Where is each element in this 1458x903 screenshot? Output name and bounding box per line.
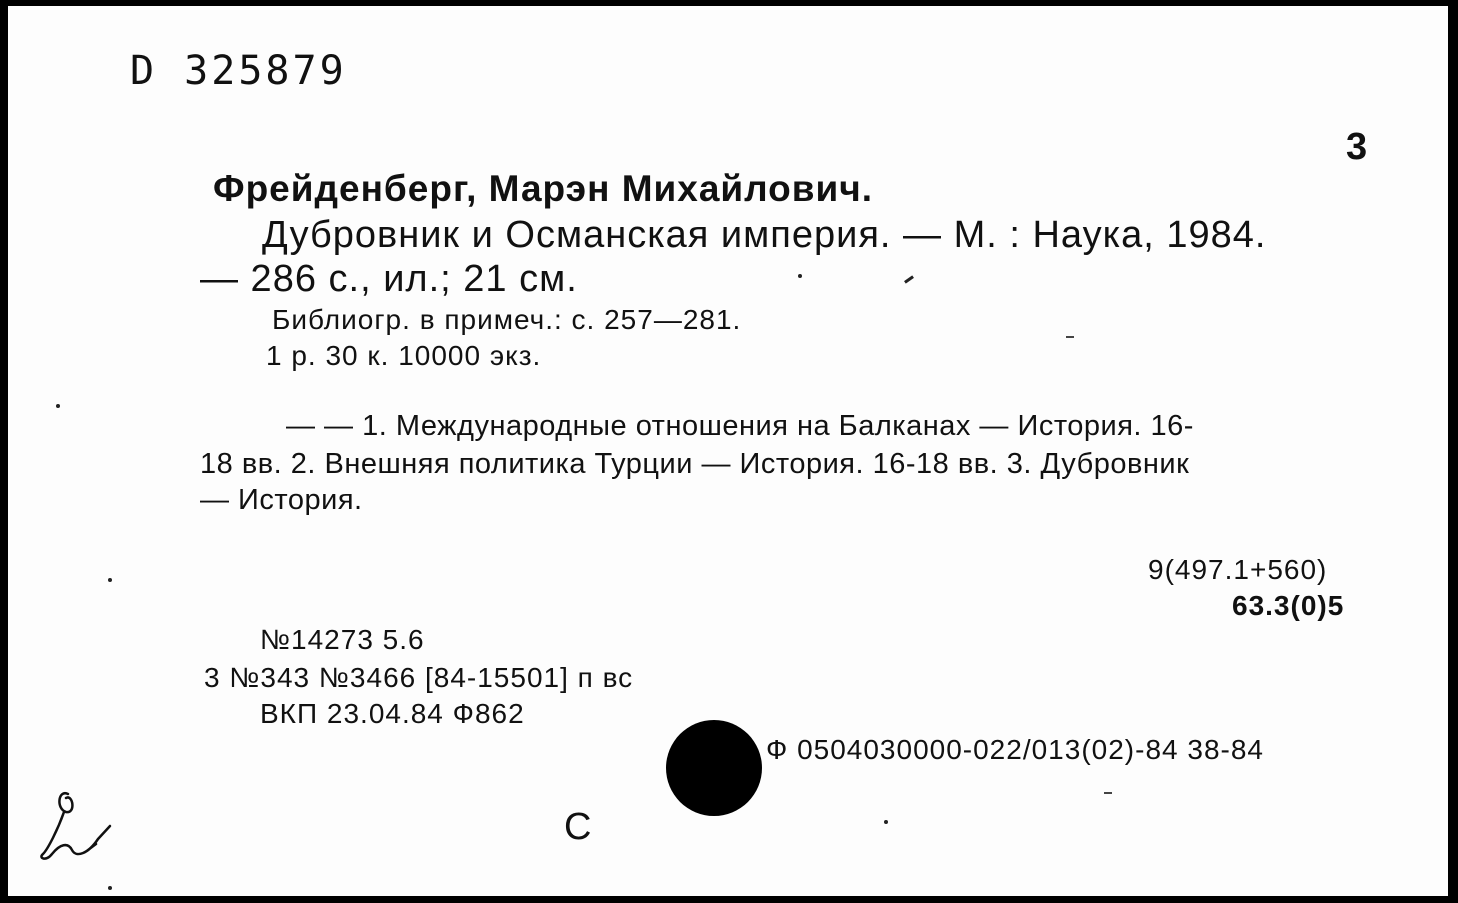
registry-number: №14273 5.6 xyxy=(260,624,425,655)
handwritten-letter: С xyxy=(564,806,593,848)
vkp-line: ВКП 23.04.84 Ф862 xyxy=(260,698,525,729)
speck-dot xyxy=(798,274,802,278)
title-line-2: — 286 с., ил.; 21 см. xyxy=(200,258,578,300)
card-count: 3 xyxy=(1346,126,1369,168)
speck-dot xyxy=(884,820,888,824)
subject-line-1: — — 1. Международные отношения на Балканах — История. 16- xyxy=(286,410,1194,442)
publisher-code: Ф 0504030000-022/013(02)-84 38-84 xyxy=(766,734,1264,765)
classification-bbk: 63.3(0)5 xyxy=(1232,590,1345,621)
speck-mark xyxy=(1066,336,1074,338)
catalog-card xyxy=(8,6,1448,896)
registry-line: 3 №343 №3466 [84-15501] п вс xyxy=(204,662,634,693)
signature-mark xyxy=(38,784,128,864)
speck-dot xyxy=(56,404,60,408)
speck-mark xyxy=(904,275,914,283)
speck-dot xyxy=(108,886,112,890)
bibliography-note: Библиогр. в примеч.: с. 257—281. xyxy=(272,304,742,335)
accession-number: D 325879 xyxy=(130,48,347,94)
classification-udc: 9(497.1+560) xyxy=(1148,554,1328,585)
speck-mark xyxy=(1104,792,1112,794)
author-heading: Фрейденберг, Марэн Михайлович. xyxy=(213,168,874,209)
price-print-run: 1 р. 30 к. 10000 экз. xyxy=(266,340,542,371)
subject-line-2: 18 вв. 2. Внешняя политика Турции — История. 16-18 вв. 3. Дубровник xyxy=(200,448,1190,480)
speck-dot xyxy=(108,578,112,582)
title-line-1: Дубровник и Османская империя. — М. : Наука, 1984. xyxy=(262,214,1267,256)
punch-hole xyxy=(666,720,762,816)
subject-line-3: — История. xyxy=(200,484,363,516)
